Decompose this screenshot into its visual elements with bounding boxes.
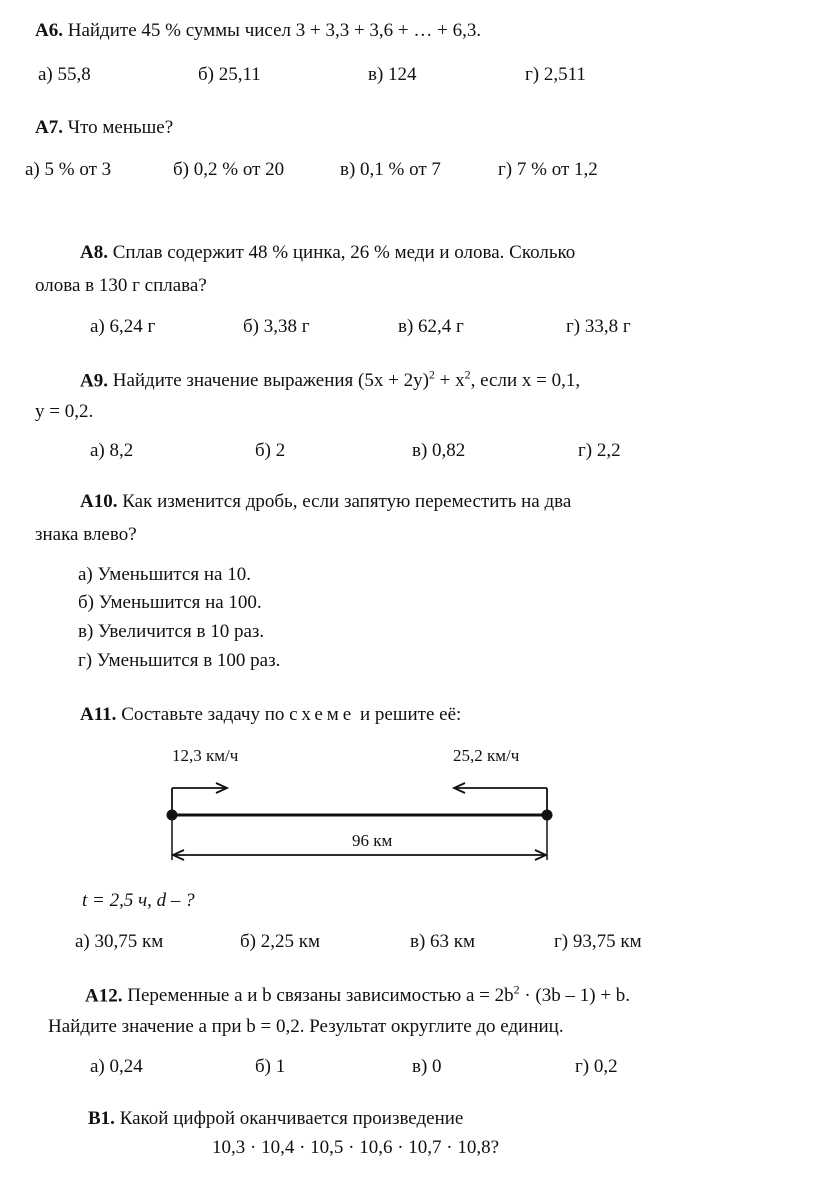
question-label: А9. — [80, 370, 108, 392]
answer-a: а) 8,2 — [90, 440, 134, 461]
right-speed-label: 25,2 км/ч — [453, 746, 520, 765]
question-text: Что меньше? — [67, 117, 174, 138]
question-a10 — [80, 491, 571, 513]
question-text-cont: олова в 130 г сплава? — [35, 275, 207, 296]
question-text-cont: Найдите значение a при b = 0,2. Результат округлите до единиц. — [48, 1016, 564, 1037]
question-text: Найдите значение выражения $(5x + 2y)^2 + x^2$, если x = 0,1, — [112, 368, 581, 392]
answer-d: г) 7 % от 1,2 — [498, 159, 598, 180]
question-label: А8. — [80, 242, 108, 263]
answer-c: в) 0,82 — [412, 440, 466, 461]
answer-a: а) 30,75 км — [75, 931, 164, 952]
question-label: В1. — [88, 1108, 115, 1129]
answer-d: г) 2,2 — [578, 440, 621, 461]
answer-c: в) 63 км — [410, 931, 476, 952]
answer-b: б) Уменьшится на 100. — [78, 592, 262, 613]
question-label: А11. — [80, 704, 117, 725]
left-arrow-icon — [172, 783, 227, 815]
question-text: Как изменится дробь, если запятую переместить на два — [122, 491, 572, 512]
answer-d: г) 93,75 км — [554, 931, 642, 952]
question-a8 — [80, 242, 575, 264]
answer-a: а) 0,24 — [90, 1056, 143, 1077]
question-text: Сплав содержит 48 % цинка, 26 % меди и олова. Сколько — [112, 242, 576, 263]
question-a6 — [35, 20, 481, 42]
left-speed-label: 12,3 км/ч — [172, 746, 239, 765]
question-text: Составьте задачу по — [121, 704, 285, 725]
answer-b: б) 2 — [255, 440, 286, 461]
question-text: Переменные a и b связаны зависимостью $a = 2b^2 \cdot (3b - 1) + b$. — [127, 983, 631, 1007]
answer-a: а) 5 % от 3 — [25, 159, 112, 180]
question-text: Найдите 45 % суммы чисел 3 + 3,3 + 3,6 + … + 6,3. — [67, 20, 482, 41]
answer-c: в) 0 — [412, 1056, 442, 1077]
right-arrow-icon — [454, 783, 547, 815]
answer-b: б) 0,2 % от 20 — [173, 159, 285, 180]
question-text: Какой цифрой оканчивается произведение — [119, 1108, 464, 1129]
answer-d: г) 2,511 — [525, 64, 586, 85]
answer-a: а) 6,24 г — [90, 316, 156, 337]
answer-c: в) 124 — [368, 64, 417, 85]
motion-diagram — [150, 740, 570, 870]
answer-b: б) 1 — [255, 1056, 286, 1077]
answer-c: в) Увеличится в 10 раз. — [78, 621, 265, 642]
question-label: А12. — [85, 985, 123, 1007]
answer-b: б) 2,25 км — [240, 931, 320, 952]
product-expression: 10,3 · 10,4 · 10,5 · 10,6 · 10,7 · 10,8? — [212, 1137, 500, 1158]
condition: t = 2,5 ч, d – ? — [82, 890, 195, 911]
answer-c: в) 62,4 г — [398, 316, 464, 337]
question-text-cont: знака влево? — [35, 524, 137, 545]
question-a7 — [35, 117, 173, 139]
answer-d: г) Уменьшится в 100 раз. — [78, 650, 281, 671]
answer-d: г) 33,8 г — [566, 316, 631, 337]
answer-a: а) Уменьшится на 10. — [78, 564, 251, 585]
answer-b: б) 25,11 — [198, 64, 261, 85]
answer-a: а) 55,8 — [38, 64, 91, 85]
answer-c: в) 0,1 % от 7 — [340, 159, 441, 180]
question-a12 — [85, 983, 630, 1007]
question-a9 — [80, 368, 580, 392]
question-text-end: и решите её: — [360, 704, 462, 725]
answer-b: б) 3,38 г — [243, 316, 310, 337]
question-a11 — [80, 704, 461, 726]
question-label: А6. — [35, 20, 63, 41]
question-text-spaced: схеме — [289, 704, 356, 725]
question-label: А7. — [35, 117, 63, 138]
answer-d: г) 0,2 — [575, 1056, 618, 1077]
question-b1 — [88, 1108, 463, 1130]
distance-label: 96 км — [352, 831, 393, 850]
question-label: А10. — [80, 491, 118, 512]
distance-arrow-icon — [173, 850, 546, 860]
question-text-cont: y = 0,2. — [35, 401, 94, 422]
